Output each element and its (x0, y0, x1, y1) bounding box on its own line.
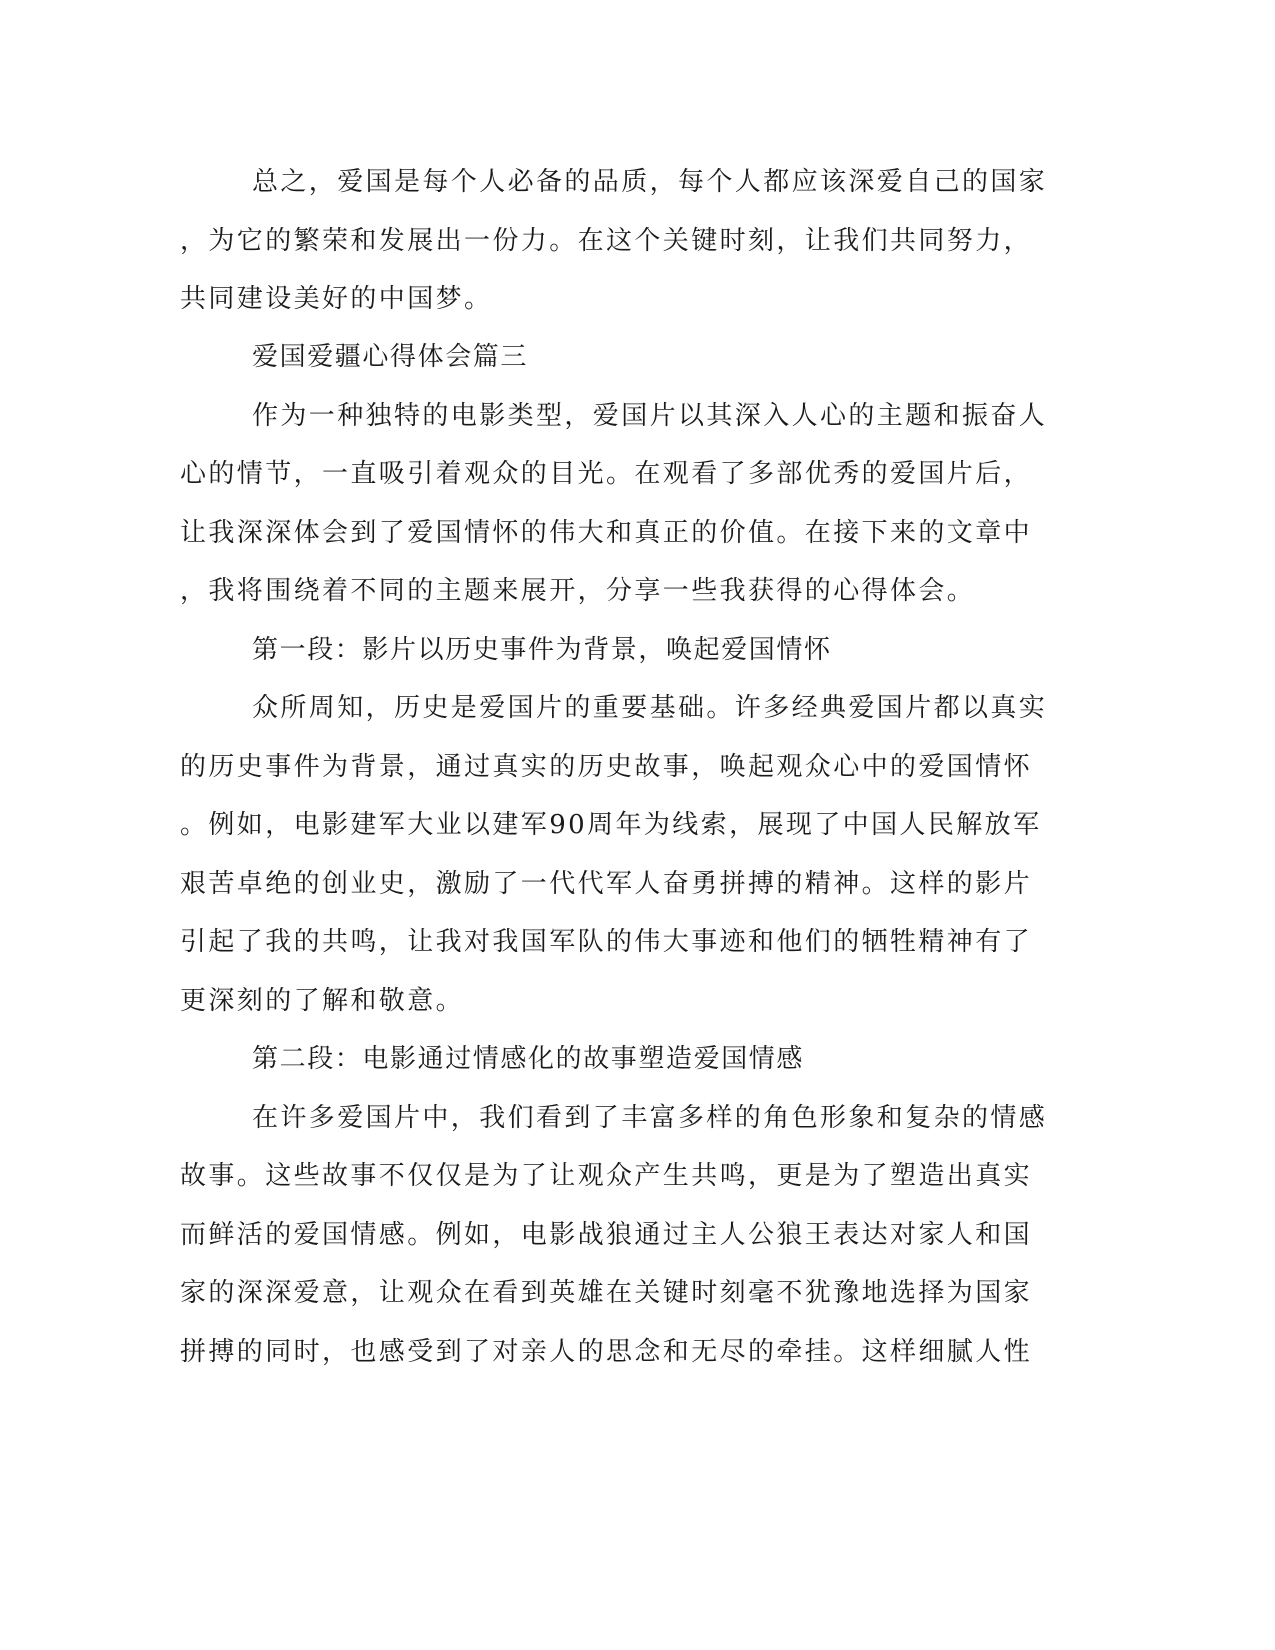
section-heading: 第一段：影片以历史事件为背景，唤起爱国情怀 (252, 635, 832, 665)
paragraph-line: 引起了我的共鸣，让我对我国军队的伟大事迹和他们的牺牲精神有了 (180, 927, 1033, 957)
section-heading: 第二段：电影通过情感化的故事塑造爱国情感 (252, 1044, 805, 1074)
paragraph-line: 共同建设美好的中国梦。 (180, 284, 493, 314)
paragraph-line: 总之，爱国是每个人必备的品质，每个人都应该深爱自己的国家 (252, 167, 1048, 197)
paragraph-line: 。例如，电影建军大业以建军90周年为线索，展现了中国人民解放军 (180, 810, 1042, 840)
paragraph-line: 艰苦卓绝的创业史，激励了一代代军人奋勇拼搏的精神。这样的影片 (180, 869, 1033, 899)
paragraph-line: 众所周知，历史是爱国片的重要基础。许多经典爱国片都以真实 (252, 693, 1048, 723)
paragraph-line: 作为一种独特的电影类型，爱国片以其深入人心的主题和振奋人 (252, 401, 1048, 431)
paragraph-line: 更深刻的了解和敬意。 (180, 986, 465, 1016)
paragraph-line: 拼搏的同时，也感受到了对亲人的思念和无尽的牵挂。这样细腻人性 (180, 1337, 1033, 1367)
paragraph-line: 而鲜活的爱国情感。例如，电影战狼通过主人公狼王表达对家人和国 (180, 1220, 1033, 1250)
paragraph-line: ，我将围绕着不同的主题来展开，分享一些我获得的心得体会。 (180, 576, 976, 606)
paragraph-line: 心的情节，一直吸引着观众的目光。在观看了多部优秀的爱国片后， (180, 459, 1033, 489)
paragraph-line: ，为它的繁荣和发展出一份力。在这个关键时刻，让我们共同努力， (180, 226, 1033, 256)
section-title: 爱国爱疆心得体会篇三 (252, 342, 529, 372)
paragraph-line: 在许多爱国片中，我们看到了丰富多样的角色形象和复杂的情感 (252, 1103, 1048, 1133)
paragraph-line: 故事。这些故事不仅仅是为了让观众产生共鸣，更是为了塑造出真实 (180, 1161, 1033, 1191)
paragraph-line: 家的深深爱意，让观众在看到英雄在关键时刻毫不犹豫地选择为国家 (180, 1278, 1033, 1308)
paragraph-line: 让我深深体会到了爱国情怀的伟大和真正的价值。在接下来的文章中 (180, 518, 1033, 548)
paragraph-line: 的历史事件为背景，通过真实的历史故事，唤起观众心中的爱国情怀 (180, 752, 1033, 782)
